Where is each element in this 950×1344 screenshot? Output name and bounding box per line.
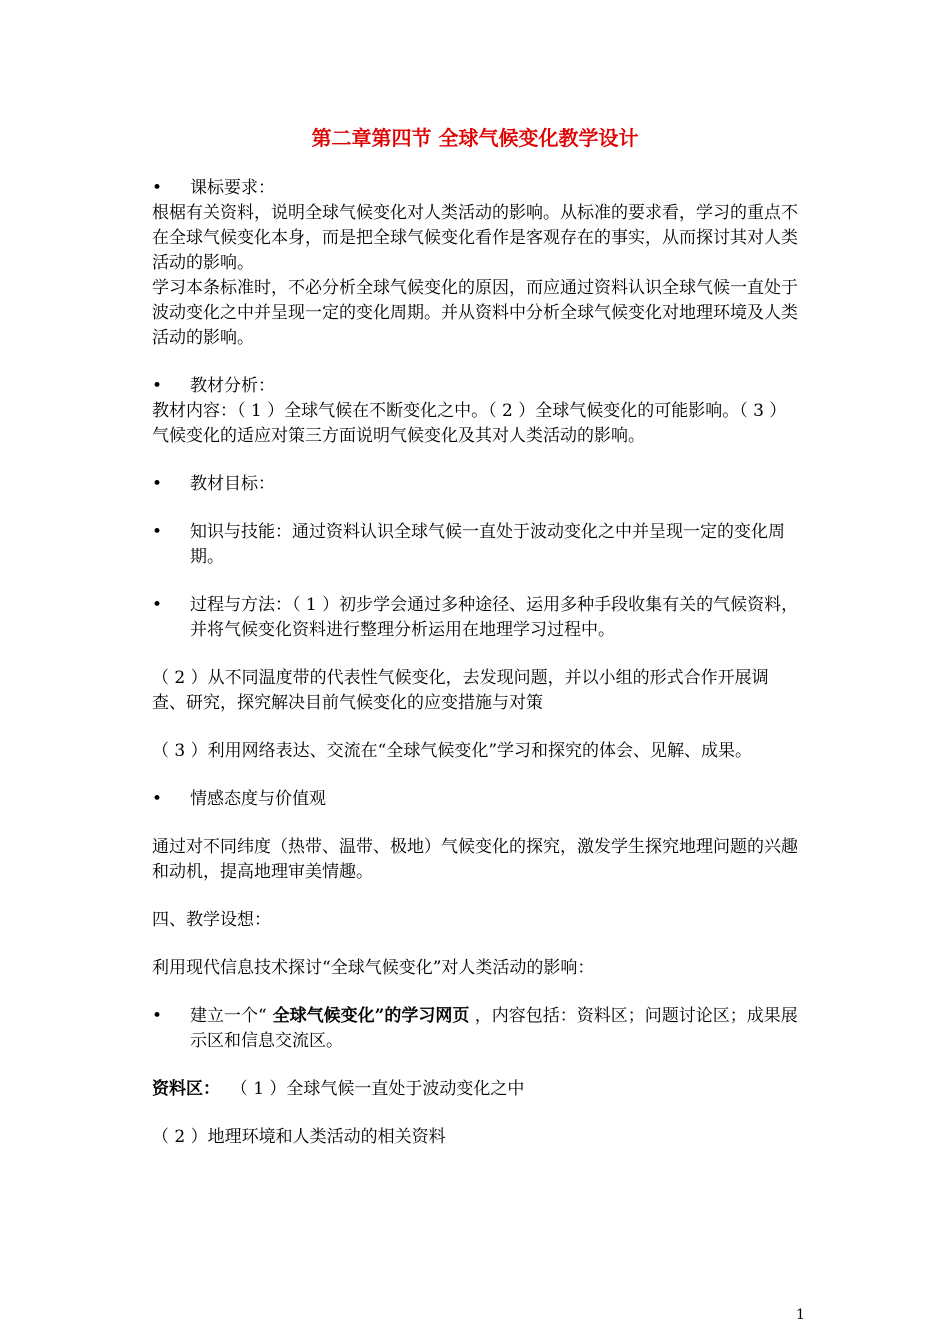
bullet-icon: • (152, 789, 163, 809)
process-item: • 过程与方法：（ 1 ）初步学会通过多种途径、运用多种手段收集有关的气候资料，并将气候变化资料进行整理分析运用在地理学习过程中。 (152, 593, 800, 643)
bullet-icon: • (152, 376, 163, 396)
bullet-icon: • (152, 522, 163, 542)
curriculum-heading: • 课标要求： (152, 176, 800, 201)
resource-item-1: （ 1 ）全球气候一直处于波动变化之中 (220, 1079, 525, 1099)
document-title: 第二章第四节 全球气候变化教学设计 (311, 126, 639, 150)
design-heading: 四、教学设想： (152, 910, 271, 930)
curriculum-paragraph-1: 根椐有关资料，说明全球气候变化对人类活动的影响。从标准的要求看，学习的重点不在全球气候变化本身，而是把全球气候变化看作是客观存在的事实，从而探讨其对人类活动的影响。 (152, 203, 798, 273)
bullet-icon: • (152, 474, 163, 494)
emotion-heading: • 情感态度与价值观 (152, 787, 800, 812)
curriculum-paragraph-2: 学习本条标准时，不必分析全球气候变化的原因，而应通过资料认识全球气候一直处于波动变化之中并呈现一定的变化周期。并从资料中分析全球气候变化对地理环境及人类活动的影响。 (152, 278, 798, 348)
webpage-item (152, 1004, 800, 1054)
emotion-paragraph: 通过对不同纬度（热带、温带、极地）气候变化的探究，激发学生探究地理问题的兴趣和动机，提高地理审美情趣。 (152, 837, 798, 882)
design-paragraph: 利用现代信息技术探讨“全球气候变化”对人类活动的影响： (152, 958, 595, 978)
process-paragraph-2: （ 2 ）从不同温度带的代表性气候变化，去发现问题，并以小组的形式合作开展调查、研究，探究解决目前气候变化的应变措施与对策 (152, 668, 769, 713)
analysis-paragraph: 教材内容：（ 1 ）全球气候在不断变化之中。（ 2 ）全球气候变化的可能影响。（ 3 ）气候变化的适应对策三方面说明气候变化及其对人类活动的影响。 (152, 401, 787, 446)
resource-label: 资料区： (152, 1079, 220, 1099)
page-number: 1 (796, 1307, 805, 1323)
bullet-icon: • (152, 1006, 163, 1026)
webpage-post: ，内容包括：资料区；问题讨论区；成果展示区和信息交流区。 (190, 1006, 798, 1051)
resource-line-1 (152, 1077, 800, 1102)
process-paragraph-3: （ 3 ）利用网络表达、交流在“全球气候变化”学习和探究的体会、见解、成果。 (152, 741, 753, 761)
analysis-heading: • 教材分析： (152, 374, 800, 399)
knowledge-item: • 知识与技能：通过资料认识全球气候一直处于波动变化之中并呈现一定的变化周期。 (152, 520, 800, 570)
webpage-bold: 全球气候变化”的学习网页 (266, 1006, 470, 1026)
bullet-icon: • (152, 178, 163, 198)
goals-heading: • 教材目标： (152, 472, 800, 497)
resource-line-2: （ 2 ）地理环境和人类活动的相关资料 (152, 1127, 446, 1147)
webpage-pre: 建立一个“ (190, 1006, 267, 1026)
document-body (152, 176, 800, 1150)
bullet-icon: • (152, 595, 163, 615)
